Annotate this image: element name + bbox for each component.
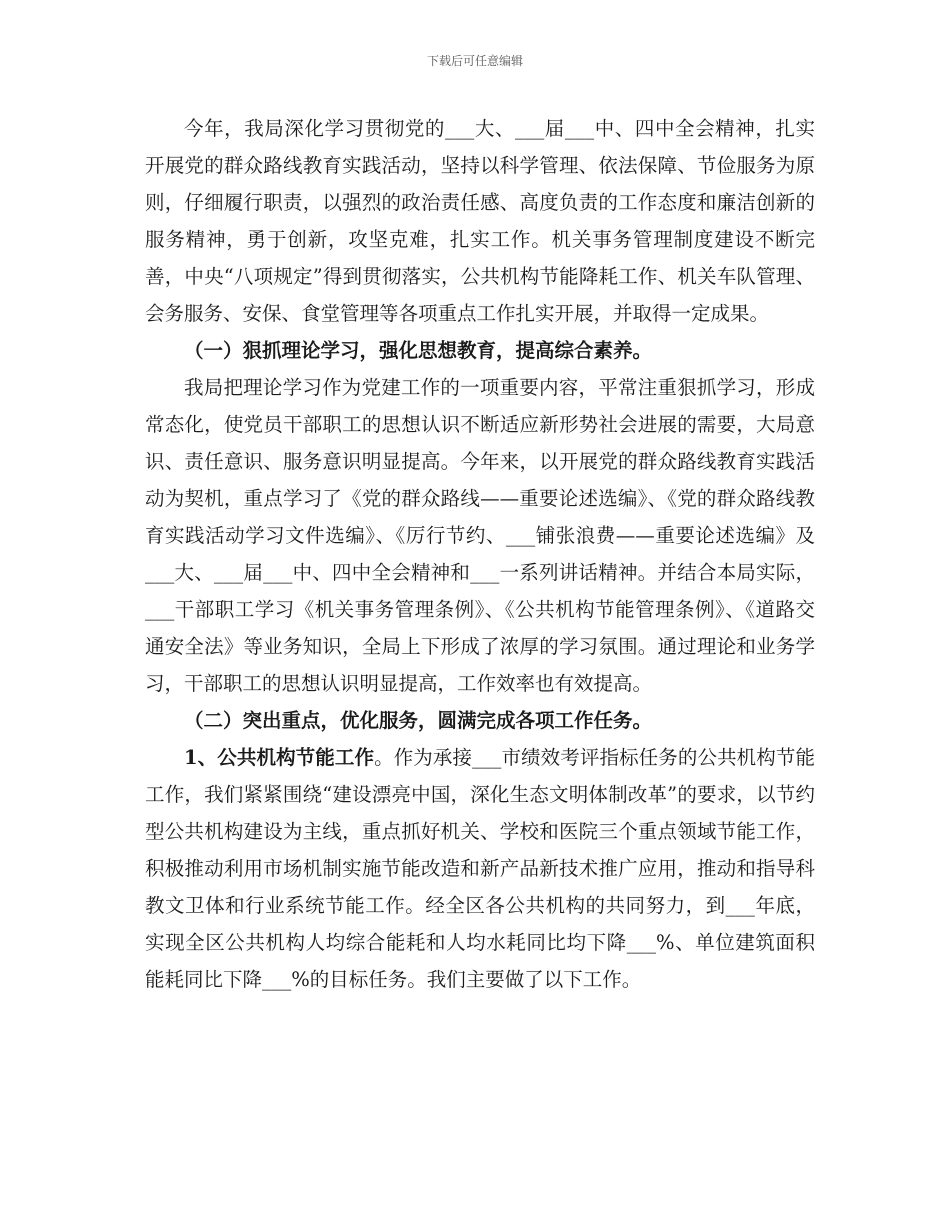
section-heading-1: （一）狠抓理论学习，强化思想教育，提高综合素养。 [184, 339, 653, 362]
page-header: 下载后可任意编辑 [426, 54, 523, 68]
paragraph-intro: 今年，我局深化学习贯彻党的___大、___届___中、四中全会精神，扎实开展党的群众路线教育实践活动，坚持以科学管理、依法保障、节俭服务为原则，仔细履行职责，以强烈的政治责任感、高度负责的工作态度和廉洁创新的服务精神，勇于创新，攻坚克难，扎实工作。机关事务管理制度建设不断完善，中央“八项规定”得到贯彻落实，公共机构节能降耗工作、机关车队管理、会务服务、安保、食堂管理等各项重点工作扎实开展，并取得一定成果。 [145, 117, 815, 325]
paragraph-energy-saving [145, 739, 815, 998]
subheading-energy-saving: 1、公共机构节能工作 [184, 746, 375, 769]
document-body [145, 110, 815, 998]
paragraph-theory-study: 我局把理论学习作为党建工作的一项重要内容，平常注重狠抓学习，形成常态化，使党员干部职工的思想认识不断适应新形势社会进展的需要，大局意识、责任意识、服务意识明显提高。今年来，以开展党的群众路线教育实践活动为契机，重点学习了《党的群众路线——重要论述选编》、《党的群众路线教育实践活动学习文件选编》、《厉行节约、___铺张浪费——重要论述选编》及___大、___届___中、四中全会精神和___一系列讲话精神。并结合本局实际，___干部职工学习《机关事务管理条例》、《公共机构节能管理条例》、《道路交通安全法》等业务知识，全局上下形成了浓厚的学习氛围。通过理论和业务学习，干部职工的思想认识明显提高，工作效率也有效提高。 [145, 376, 815, 695]
section-heading-2: （二）突出重点，优化服务，圆满完成各项工作任务。 [184, 709, 653, 732]
paragraph-energy-saving-text: 。作为承接___市绩效考评指标任务的公共机构节能工作，我们紧紧围绕“建设漂亮中国，深化生态文明体制改革”的要求，以节约型公共机构建设为主线，重点抓好机关、学校和医院三个重点领域节能工作，积极推动利用市场机制实施节能改造和新产品新技术推广应用，推动和指导科教文卫体和行业系统节能工作。经全区各公共机构的共同努力，到___年底，实现全区公共机构人均综合能耗和人均水耗同比均下降___%、单位建筑面积能耗同比下降___%的目标任务。我们主要做了以下工作。 [145, 746, 815, 991]
